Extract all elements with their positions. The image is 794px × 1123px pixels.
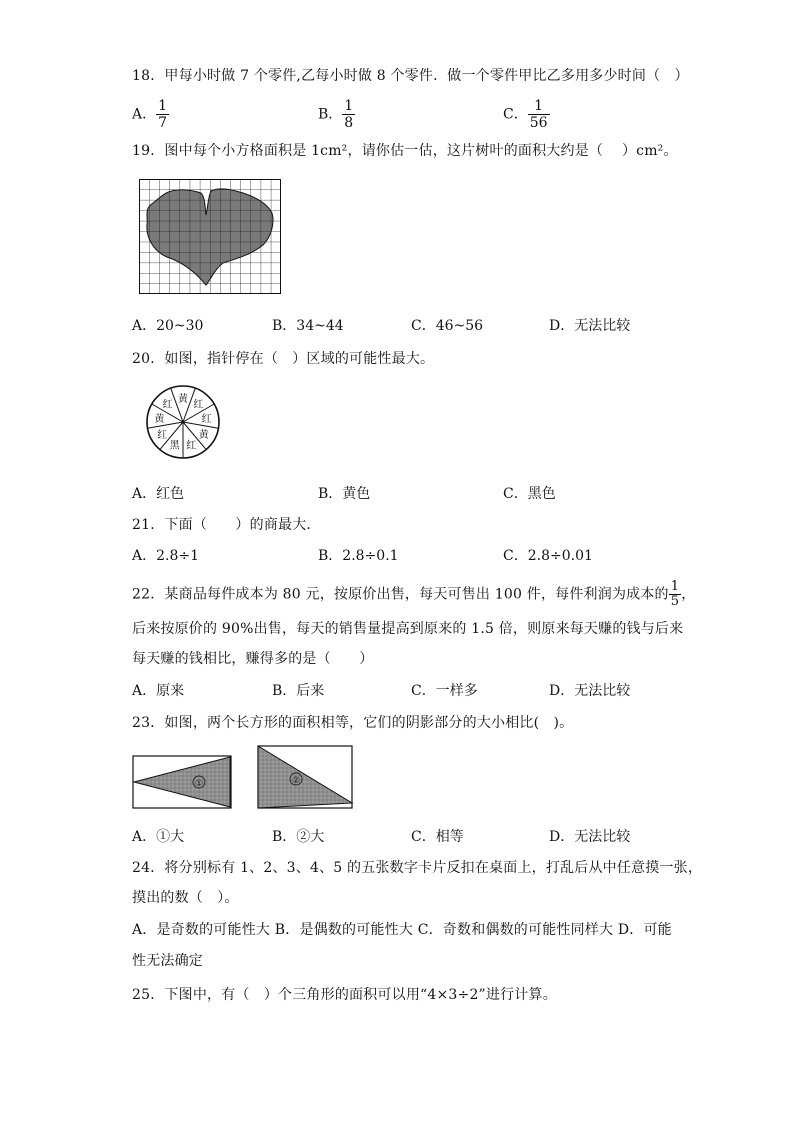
q19-text: 19．图中每个小方格面积是 1cm²，请你估一估，这片树叶的面积大约是（ ）cm²。	[132, 143, 678, 159]
q18-option-c-label: C．	[503, 106, 528, 123]
q22-option-d: D．无法比较	[549, 683, 631, 699]
q23-option-b: B．②大	[272, 829, 325, 845]
q18-option-a-fraction	[156, 98, 169, 131]
rectangles-figure	[132, 745, 354, 811]
q22-line1-end: ，	[681, 586, 696, 603]
q18-option-a	[132, 98, 169, 131]
q23-option-c: C．相等	[411, 829, 464, 845]
q22-fraction	[669, 580, 681, 609]
q22-frac-num: 1	[670, 579, 680, 594]
q18-text: 18．甲每小时做 7 个零件,乙每小时做 8 个零件．做一个零件甲比乙多用多少时间（ ）	[132, 68, 689, 84]
q22-line3: 每天赚的钱相比，赚得多的是（ ）	[132, 651, 374, 667]
q20-option-b: B．黄色	[318, 486, 371, 502]
q18-option-c-fraction	[528, 98, 550, 131]
q20-option-c: C．黑色	[503, 486, 556, 502]
spinner-sector-label: 黑	[169, 440, 180, 452]
spinner-svg	[145, 384, 221, 460]
q19-option-a: A．20~30	[132, 318, 204, 334]
q18-option-b	[318, 98, 355, 131]
q22-line1	[132, 580, 695, 609]
q19-option-d: D．无法比较	[549, 318, 631, 334]
q18-option-b-label: B．	[318, 106, 343, 123]
rectangles-svg	[132, 745, 354, 811]
q21-text: 21．下面（ ）的商最大．	[132, 517, 321, 533]
q18-b-num: 1	[344, 98, 354, 114]
q18-c-den: 56	[529, 115, 548, 131]
q18-option-b-fraction	[342, 98, 355, 131]
q23-option-a: A．①大	[132, 829, 185, 845]
q21-option-c: C．2.8÷0.01	[503, 548, 593, 564]
leaf-grid-svg	[139, 179, 281, 294]
spinner-sector-label: 黄	[154, 413, 165, 425]
rectangle-2	[258, 746, 352, 808]
circle-label-2: ②	[291, 776, 301, 786]
spinner-sector-label: 黄	[178, 394, 188, 405]
q21-option-a: A．2.8÷1	[132, 548, 200, 564]
q24-line2: 摸出的数（ ）。	[132, 890, 239, 906]
leaf-grid-figure	[139, 179, 281, 294]
spinner-sector-label: 黄	[198, 430, 209, 441]
q18-a-num: 1	[158, 98, 168, 114]
q18-a-den: 7	[158, 115, 168, 131]
q24-line1: 24．将分别标有 1、2、3、4、5 的五张数字卡片反扣在桌面上，打乱后从中任意摸一张，	[132, 860, 703, 876]
spinner-sector-label: 红	[186, 440, 197, 452]
q22-line1-text: 22．某商品每件成本为 80 元，按原价出售，每天可售出 100 件，每件利润为成本的	[132, 586, 669, 603]
q19-option-c: C．46~56	[411, 318, 484, 334]
spinner-sector-label: 红	[162, 399, 173, 411]
q18-option-a-label: A．	[132, 106, 157, 123]
spinner-sector-label: 红	[157, 430, 168, 441]
q21-option-b: B．2.8÷0.1	[318, 548, 399, 564]
q25-text: 25．下图中，有（ ）个三角形的面积可以用“4×3÷2”进行计算。	[132, 987, 557, 1003]
circle-label-1: ①	[194, 779, 204, 789]
q23-text: 23．如图，两个长方形的面积相等，它们的阴影部分的大小相比( )。	[132, 715, 574, 731]
q22-line2: 后来按原价的 90%出售，每天的销售量提高到原来的 1.5 倍，则原来每天赚的钱与后来	[132, 621, 684, 637]
q18-b-den: 8	[344, 115, 354, 131]
grid-lines	[139, 179, 281, 294]
q22-option-a: A．原来	[132, 683, 185, 699]
spinner-figure	[145, 384, 221, 460]
q24-line3: A．是奇数的可能性大 B．是偶数的可能性大 C．奇数和偶数的可能性同样大 D．可能	[132, 922, 672, 938]
q20-option-a: A．红色	[132, 486, 185, 502]
q23-option-d: D．无法比较	[549, 829, 631, 845]
q22-frac-den: 5	[670, 594, 680, 609]
q22-option-c: C．一样多	[411, 683, 478, 699]
spinner-sector-label: 红	[201, 413, 212, 425]
q20-text: 20．如图，指针停在（ ）区域的可能性最大。	[132, 351, 435, 367]
q18-option-c	[503, 98, 550, 131]
q22-option-b: B．后来	[272, 683, 325, 699]
q24-line4: 性无法确定	[132, 953, 203, 969]
spinner-center	[182, 421, 185, 424]
spinner-sector-label: 红	[193, 399, 204, 411]
rectangle-1	[133, 756, 231, 808]
q19-option-b: B．34~44	[272, 318, 344, 334]
q18-c-num: 1	[528, 98, 550, 115]
